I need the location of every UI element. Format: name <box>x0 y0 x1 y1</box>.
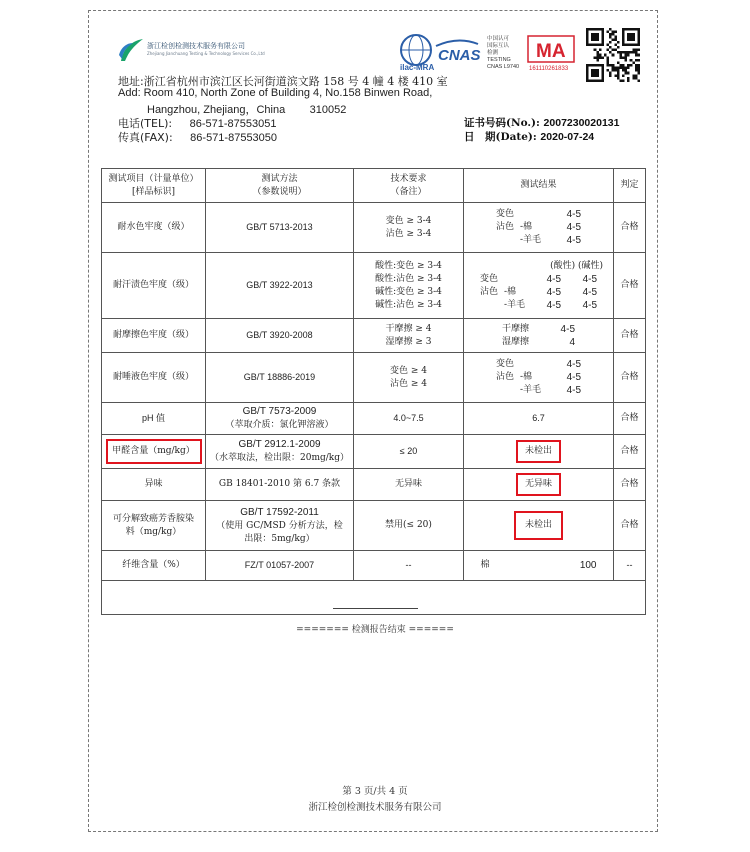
item-cell <box>102 435 206 469</box>
method-cell: GB/T 3920-2008 <box>206 319 354 353</box>
company-logo-icon <box>117 37 145 63</box>
page-number: 第 3 页/共 4 页 <box>342 786 408 797</box>
method-cell: GB/T 7573-2009 （萃取介质：氯化钾溶液） <box>206 403 354 435</box>
ma-number: 161110261833 <box>529 66 569 72</box>
item-cell: 耐摩擦色牢度（级） <box>102 319 206 353</box>
company-name-cn: 浙江检创检测技术服务有限公司 <box>147 42 245 50</box>
requirement-cell: 酸性:变色 ≥ 3-4 酸性:沾色 ≥ 3-4 碱性:变色 ≥ 3-4 碱性:沾色 ≥ 3-4 <box>354 253 464 319</box>
judge-cell: 合格 <box>614 353 646 403</box>
table-row <box>102 435 646 469</box>
result-cell <box>464 469 614 501</box>
header-item: 测试项目（计量单位） [样品标识] <box>102 169 206 203</box>
result-cell: 变色 4-5 沾色 -棉 4-5 -羊毛 4-5 <box>464 353 614 403</box>
tel-value: 86-571-87553051 <box>189 118 277 130</box>
table-header-row <box>102 169 646 203</box>
judge-cell: 合格 <box>614 203 646 253</box>
header-judge: 判定 <box>614 169 646 203</box>
table-row <box>102 203 646 253</box>
cnas-number: CNAS L9740 <box>487 64 520 70</box>
accreditation-marks <box>398 32 578 78</box>
cnas-text-3: 检测 <box>487 50 499 56</box>
requirement-cell: -- <box>354 551 464 581</box>
footer-company: 浙江检创检测技术服务有限公司 <box>308 802 442 813</box>
cnas-text-4: TESTING <box>487 57 511 63</box>
table-row <box>102 253 646 319</box>
item-cell: 耐汗渍色牢度（级） <box>102 253 206 319</box>
method-cell: GB/T 3922-2013 <box>206 253 354 319</box>
requirement-cell: 变色 ≥ 3-4 沾色 ≥ 3-4 <box>354 203 464 253</box>
item-cell: 异味 <box>102 469 206 501</box>
ilac-cnas-logo-icon <box>398 32 578 74</box>
company-name-en: Zhejiang Jianchuang Testing & Technology Services Co.,Ltd <box>147 51 265 56</box>
address-en-line1: Add: Room 410, North Zone of Building 4, No.158 Binwen Road, <box>118 87 433 99</box>
requirement-cell: 禁用(≤ 20) <box>354 501 464 551</box>
table-row <box>102 469 646 501</box>
header-requirement: 技术要求 （备注） <box>354 169 464 203</box>
judge-cell: 合格 <box>614 501 646 551</box>
requirement-cell: 变色 ≥ 4 沾色 ≥ 4 <box>354 353 464 403</box>
certificate-date-label: 日 期(Date): <box>464 131 537 143</box>
certificate-date: 2020-07-24 <box>540 131 595 143</box>
certificate-no-label: 证书号码(No.): <box>464 117 540 129</box>
judge-cell: 合格 <box>614 253 646 319</box>
cnas-text-2: 国际互认 <box>487 43 510 49</box>
qr-code-icon <box>586 28 640 82</box>
highlight-box: 未检出 <box>514 511 563 540</box>
table-row <box>102 403 646 435</box>
certificate-no: 2007230020131 <box>543 117 620 129</box>
result-cell <box>464 435 614 469</box>
blank-cell <box>102 581 646 615</box>
highlight-box: 未检出 <box>516 440 561 463</box>
certificate-no-line <box>464 115 619 130</box>
header-result: 测试结果 <box>464 169 614 203</box>
end-line <box>333 608 418 609</box>
item-cell: 耐唾液色牢度（级） <box>102 353 206 403</box>
item-cell: 可分解致癌芳香胺染 料（mg/kg） <box>102 501 206 551</box>
report-end-text: ======= 检测报告结束 ====== <box>296 625 454 635</box>
highlight-box: 无异味 <box>516 473 561 496</box>
method-cell: FZ/T 01057-2007 <box>206 551 354 581</box>
result-cell: 6.7 <box>464 403 614 435</box>
table-row <box>102 501 646 551</box>
result-cell <box>464 501 614 551</box>
judge-cell: 合格 <box>614 319 646 353</box>
result-cell: 棉 100 <box>464 551 614 581</box>
item-cell: 纤维含量（%） <box>102 551 206 581</box>
judge-cell: 合格 <box>614 435 646 469</box>
address-cn-label: 地址: <box>118 75 144 88</box>
test-results-table <box>101 168 646 615</box>
table-row <box>102 319 646 353</box>
table-blank-row <box>102 581 646 615</box>
result-cell: (酸性) (碱性) 变色 4-5 4-5 沾色 -棉 4-5 4-5 -羊毛 4-5 4-5 <box>464 253 614 319</box>
requirement-cell: 无异味 <box>354 469 464 501</box>
certificate-date-line <box>464 129 594 144</box>
method-cell: GB/T 5713-2013 <box>206 203 354 253</box>
table-row <box>102 551 646 581</box>
item-cell: 耐水色牢度（级） <box>102 203 206 253</box>
item-cell: pH 值 <box>102 403 206 435</box>
tel-label: 电话(TEL): <box>118 117 173 130</box>
cnas-label: CNAS <box>438 47 481 64</box>
ma-mark-label: MA <box>536 41 566 62</box>
method-cell: GB/T 17592-2011 （使用 GC/MSD 分析方法，检 出限：5mg/kg） <box>206 501 354 551</box>
header-method: 测试方法 （参数说明） <box>206 169 354 203</box>
method-cell: GB 18401-2010 第 6.7 条款 <box>206 469 354 501</box>
cnas-text-1: 中国认可 <box>487 36 510 42</box>
ilac-label: ilac-MRA <box>400 63 435 72</box>
result-cell: 干摩擦 4-5 湿摩擦 4 <box>464 319 614 353</box>
requirement-cell: 干摩擦 ≥ 4 湿摩擦 ≥ 3 <box>354 319 464 353</box>
table-row <box>102 353 646 403</box>
judge-cell: 合格 <box>614 469 646 501</box>
fax-value: 86-571-87553050 <box>190 132 278 144</box>
result-cell: 变色 4-5 沾色 -棉 4-5 -羊毛 4-5 <box>464 203 614 253</box>
address-cn: 浙江省杭州市滨江区长河街道滨文路 158 号 4 幢 4 楼 410 室 <box>143 75 448 88</box>
method-cell: GB/T 2912.1-2009 （水萃取法，检出限：20mg/kg） <box>206 435 354 469</box>
judge-cell: -- <box>614 551 646 581</box>
fax-label: 传真(FAX): <box>118 131 173 144</box>
judge-cell: 合格 <box>614 403 646 435</box>
method-cell: GB/T 18886-2019 <box>206 353 354 403</box>
highlight-box: 甲醛含量（mg/kg） <box>106 439 202 464</box>
requirement-cell: 4.0~7.5 <box>354 403 464 435</box>
fax-line <box>118 129 277 145</box>
address-en-line2: Hangzhou, Zhejiang，China 310052 <box>147 104 347 116</box>
requirement-cell: ≤ 20 <box>354 435 464 469</box>
